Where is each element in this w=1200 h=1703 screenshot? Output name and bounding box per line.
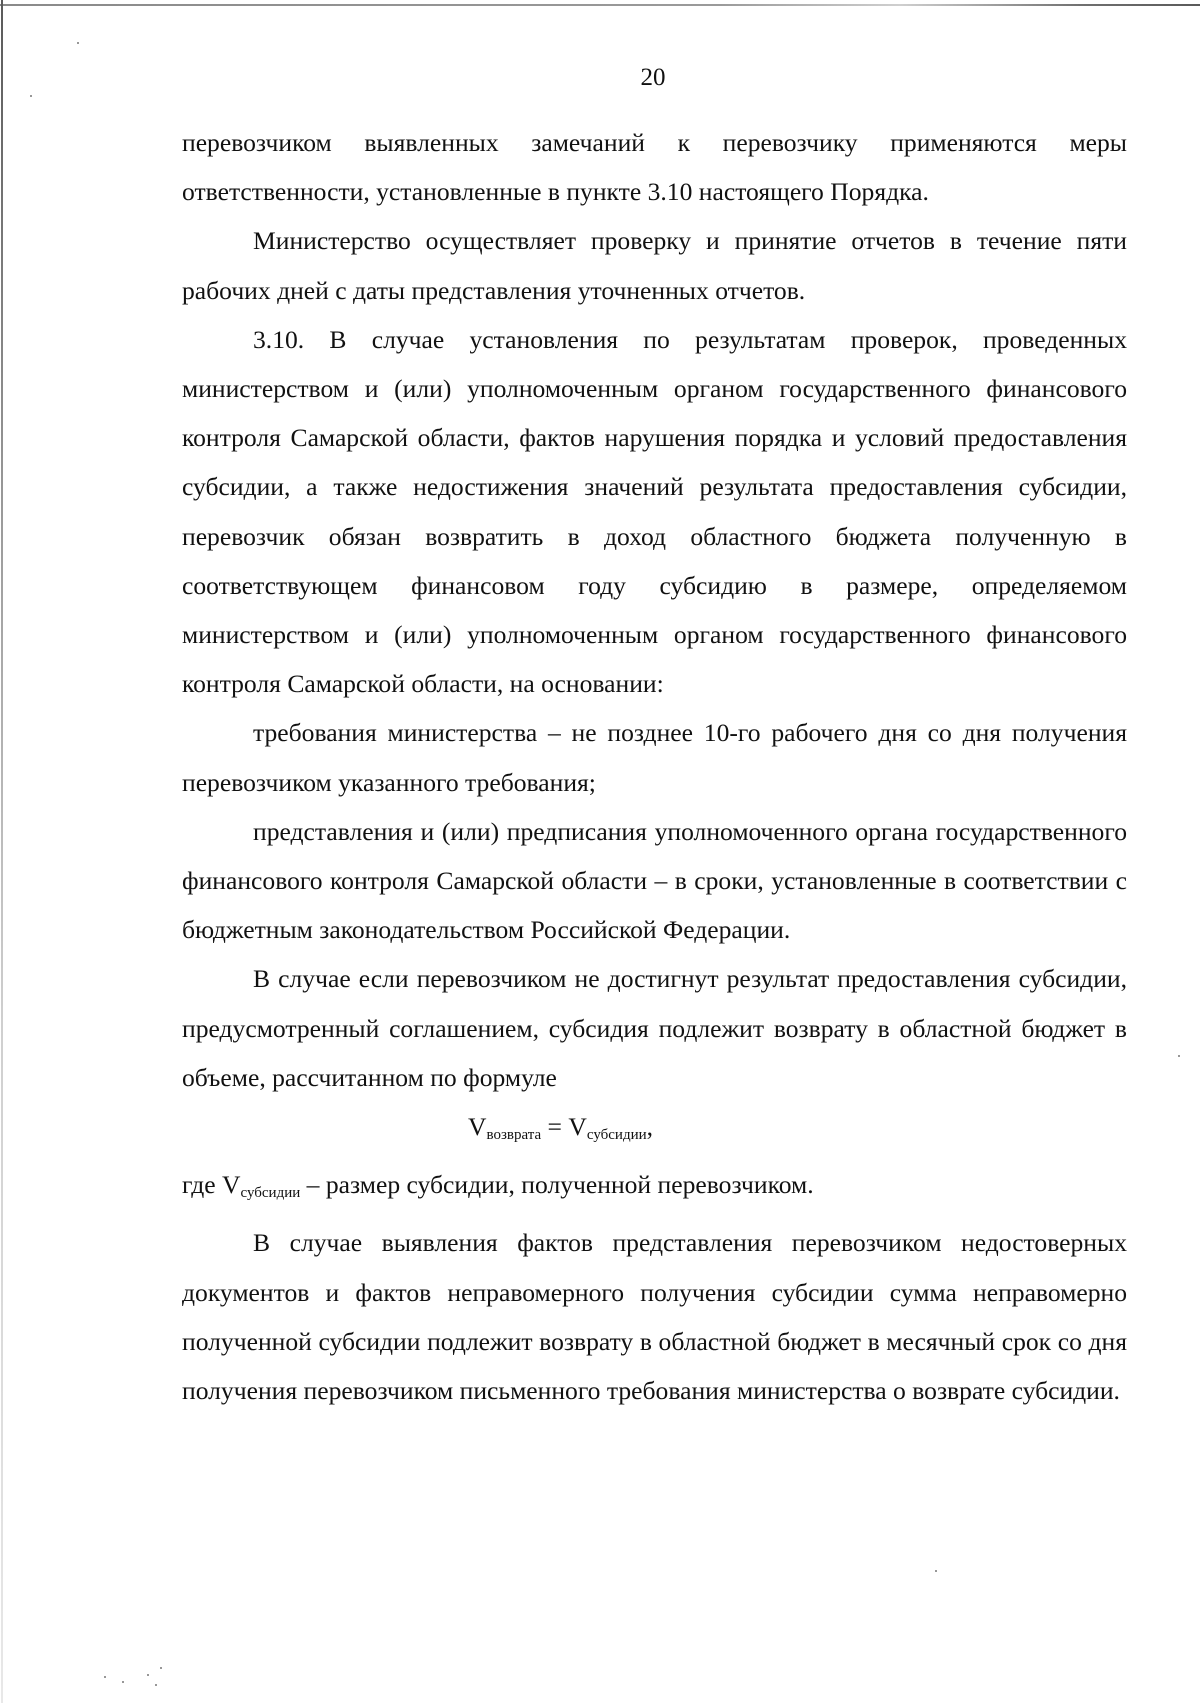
paragraph: 3.10. В случае установления по результатам проверок, проведенных министерством и (или) уполномоченным органом государственного финансового контроля Самарской области, фактов нарушения порядка и условий предоставления субсидии, а также недостижения значений результата предоставления субсидии, перевозчик обязан возвратить в доход областного бюджета полученную в соответствующем финансовом году субсидию в размере, определяемом министерством и (или) уполномоченным органом государственного финансового контроля Самарской области, на основании: [182,324,1127,699]
scan-speck [30,95,32,97]
scan-speck [935,1570,937,1572]
formula-left-subscript: возврата [486,1127,542,1144]
page-number: 20 [640,64,666,91]
formula-explanation-subscript: субсидии [240,1185,301,1202]
scan-edge-left [1,0,3,1703]
paragraph: В случае если перевозчиком не достигнут результат предоставления субсидии, предусмотренный соглашением, субсидия подлежит возврату в областной бюджет в объеме, рассчитанном по формуле [182,964,1127,1092]
formula-left-symbol: V [468,1112,487,1142]
paragraph: перевозчиком выявленных замечаний к перевозчику применяются меры ответственности, установленные в пункте 3.10 настоящего Порядка. [182,128,1127,207]
formula-trailing: , [646,1112,654,1142]
formula [182,1102,1127,1160]
formula-explanation-prefix: где V [182,1170,241,1200]
formula-right-subscript: субсидии [586,1127,647,1144]
scan-edge-top [0,4,1200,6]
scan-speck [155,1684,157,1686]
scan-speck [104,1676,106,1678]
formula-operator: = [541,1112,569,1142]
paragraph: требования министерства – не позднее 10-го рабочего дня со дня получения перевозчиком указанного требования; [182,718,1127,797]
scan-speck [147,1674,149,1676]
scan-speck [77,42,79,44]
paragraph: В случае выявления фактов представления перевозчиком недостоверных документов и фактов неправомерного получения субсидии сумма неправомерно полученной субсидии подлежит возврату в областной бюджет в месячный срок со дня получения перевозчиком письменного требования министерства о возврате субсидии. [182,1228,1127,1406]
formula-explanation [182,1160,1127,1218]
document-body [182,118,1127,1415]
scan-speck [160,1667,162,1669]
paragraph: Министерство осуществляет проверку и принятие отчетов в течение пяти рабочих дней с даты представления уточненных отчетов. [182,226,1127,305]
scan-speck [1178,1055,1180,1057]
scan-speck [122,1681,124,1683]
paragraph: представления и (или) предписания уполномоченного органа государственного финансового контроля Самарской области – в сроки, установленные в соответствии с бюджетным законодательством Российской Федерации. [182,816,1127,945]
formula-explanation-suffix: – размер субсидии, полученной перевозчиком. [300,1170,814,1200]
formula-right-symbol: V [568,1112,587,1142]
